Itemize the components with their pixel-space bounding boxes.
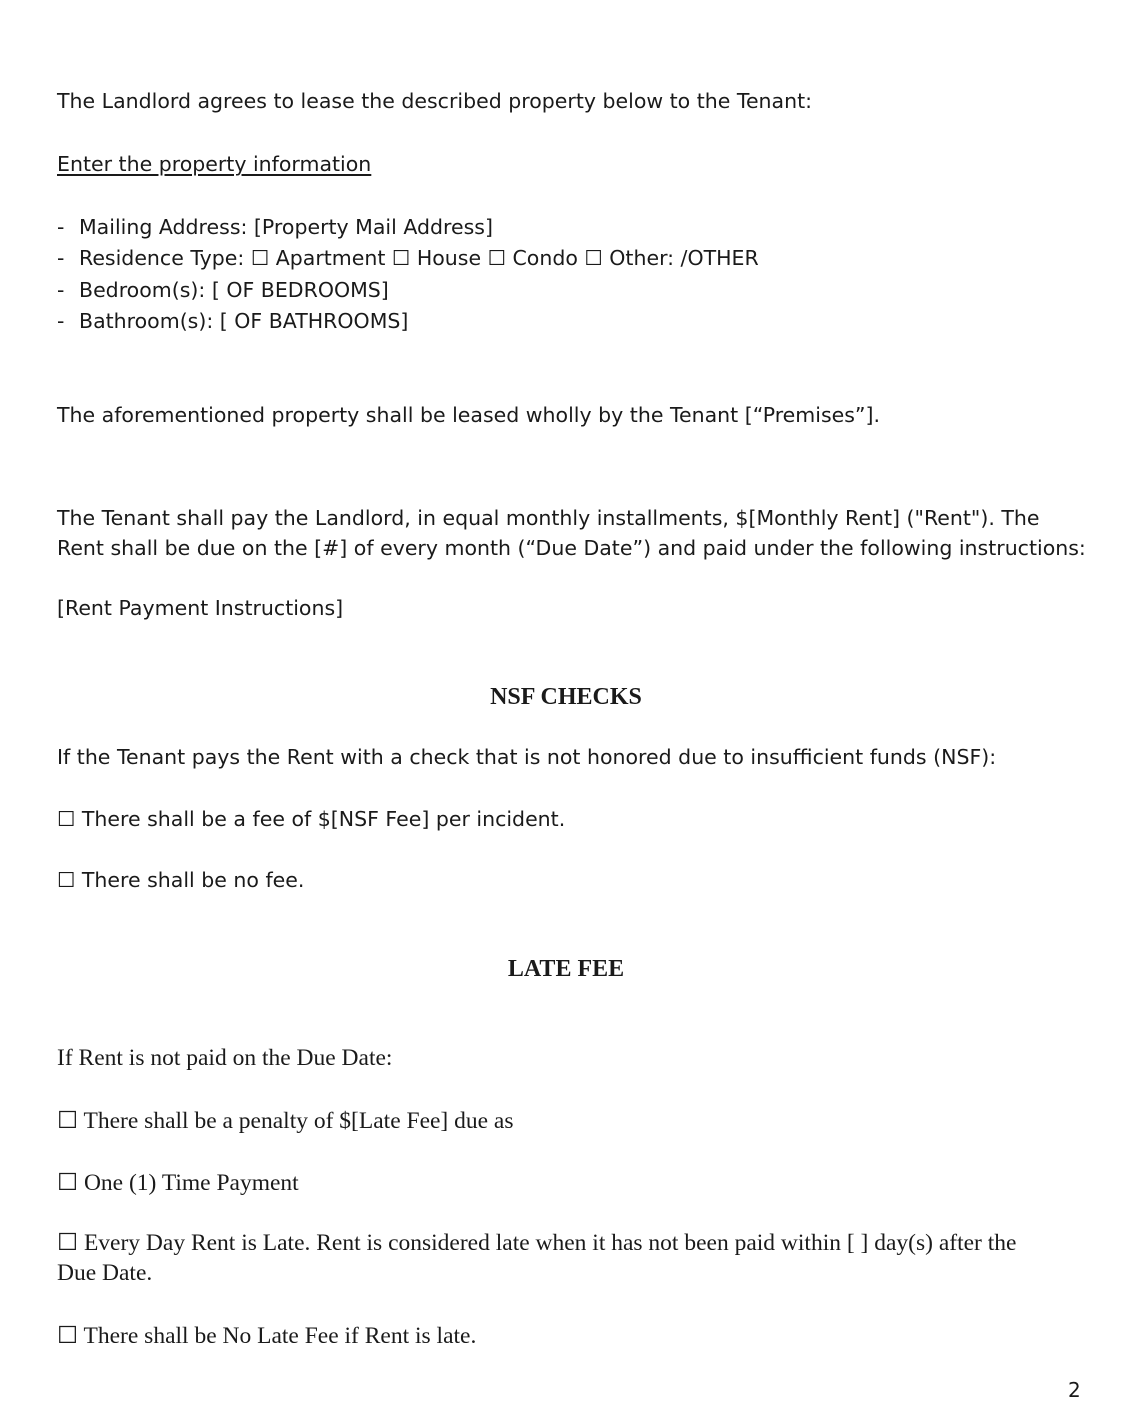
list-dash: - bbox=[57, 215, 65, 239]
list-dash: - bbox=[57, 278, 65, 302]
late-fee-option-none[interactable]: ☐ There shall be No Late Fee if Rent is late. bbox=[57, 1323, 477, 1349]
list-item-residence-type bbox=[57, 246, 759, 270]
late-fee-intro: If Rent is not paid on the Due Date: bbox=[57, 1045, 393, 1071]
list-item-label: Residence Type: ☐ Apartment ☐ House ☐ Condo ☐ Other: /OTHER bbox=[79, 246, 759, 270]
nsf-heading: NSF CHECKS bbox=[490, 684, 642, 710]
late-fee-heading: LATE FEE bbox=[507, 956, 625, 982]
premises-text: The aforementioned property shall be leased wholly by the Tenant [“Premises”]. bbox=[57, 403, 881, 427]
property-heading: Enter the property information bbox=[57, 152, 372, 176]
list-item-label: Bathroom(s): [ OF BATHROOMS] bbox=[79, 309, 409, 333]
list-item-label: Mailing Address: [Property Mail Address] bbox=[79, 215, 493, 239]
list-dash: - bbox=[57, 309, 65, 333]
list-item-label: Bedroom(s): [ OF BEDROOMS] bbox=[79, 278, 389, 302]
page-number: 2 bbox=[1068, 1378, 1081, 1402]
rent-text: The Tenant shall pay the Landlord, in equal monthly installments, $[Monthly Rent] ("Rent"). The Rent shall be due on the [#] of every month (“Due Date”) and paid under the following instructions: bbox=[57, 506, 1086, 560]
intro-text: The Landlord agrees to lease the described property below to the Tenant: bbox=[57, 89, 813, 113]
list-item-mailing-address bbox=[57, 215, 493, 239]
late-fee-option-one-time[interactable]: ☐ One (1) Time Payment bbox=[57, 1170, 299, 1196]
nsf-intro: If the Tenant pays the Rent with a check that is not honored due to insufficient funds (NSF): bbox=[57, 745, 997, 769]
list-item-bedrooms bbox=[57, 278, 389, 302]
nsf-option-fee[interactable]: ☐ There shall be a fee of $[NSF Fee] per incident. bbox=[57, 807, 566, 831]
list-item-bathrooms bbox=[57, 309, 408, 333]
rent-instructions: [Rent Payment Instructions] bbox=[57, 596, 344, 620]
late-fee-option-penalty[interactable]: ☐ There shall be a penalty of $[Late Fee] due as bbox=[57, 1108, 514, 1134]
nsf-option-no-fee[interactable]: ☐ There shall be no fee. bbox=[57, 868, 305, 892]
list-dash: - bbox=[57, 246, 65, 270]
late-fee-option-every-day[interactable]: ☐ Every Day Rent is Late. Rent is considered late when it has not been paid within [ ] day(s) after the Due Date. bbox=[57, 1230, 1017, 1286]
